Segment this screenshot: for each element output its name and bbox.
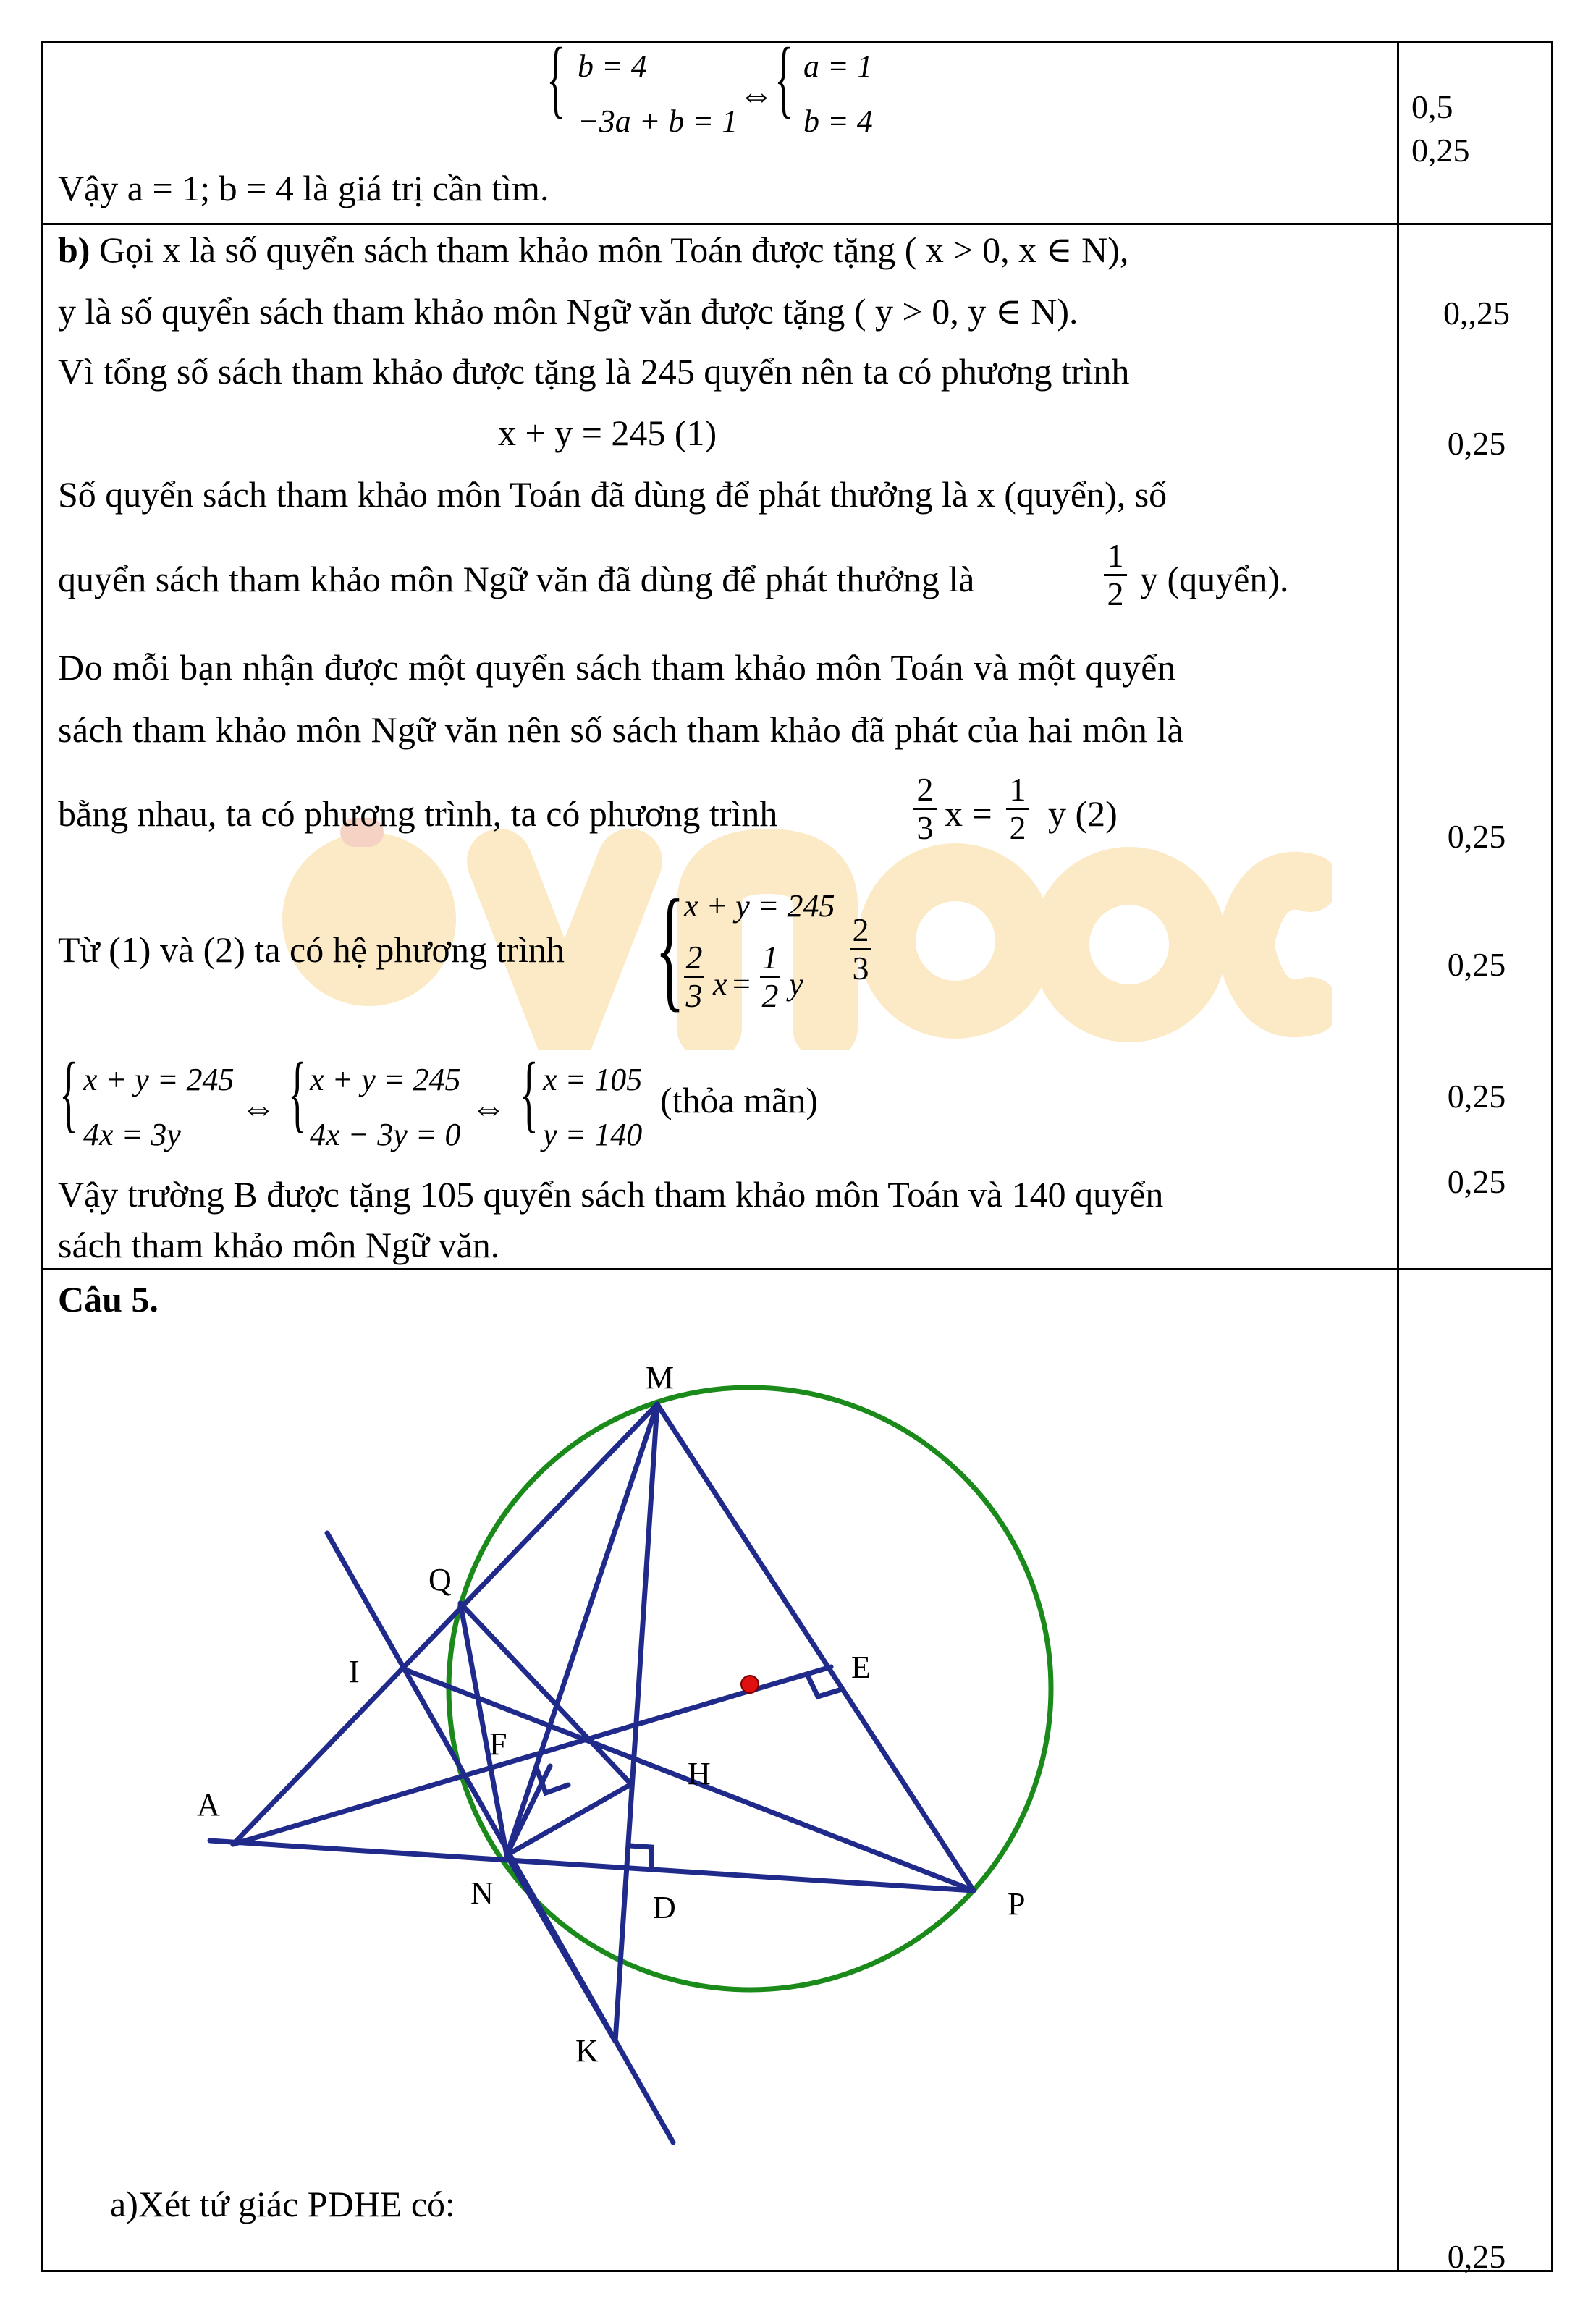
paragraph-line: x = — [945, 793, 992, 834]
equiv-symbol: ⇔ — [470, 1087, 507, 1128]
paragraph-line: quyển sách tham khảo môn Ngữ văn đã dùng để phát thưởng là — [58, 559, 975, 599]
system-eq: −3a + b = 1 — [578, 104, 738, 139]
denominator: 3 — [916, 809, 934, 846]
numerator: 1 — [1107, 537, 1124, 574]
label-k: K — [575, 2033, 599, 2069]
system-brace: { — [655, 872, 685, 1024]
denominator: 2 — [1107, 575, 1124, 612]
paragraph-line: y (quyển). — [1140, 559, 1289, 599]
system-eq: x = 105 — [543, 1062, 643, 1097]
paragraph-line: Vậy trường B được tặng 105 quyển sách tham khảo môn Toán và 140 quyển — [58, 1174, 1164, 1215]
numerator: 1 — [761, 939, 779, 976]
denominator: 2 — [1009, 809, 1026, 846]
paragraph-text: Gọi x là số quyển sách tham khảo môn Toán được tặng ( x > 0, x ∈ N), — [90, 229, 1129, 270]
system-var: x — [713, 966, 727, 1002]
system-var: y — [789, 966, 803, 1002]
paragraph-line: y là số quyển sách tham khảo môn Ngữ văn được tặng ( y > 0, y ∈ N). — [58, 291, 1078, 332]
label-p: P — [1008, 1886, 1026, 1922]
paragraph-line: Số quyển sách tham khảo môn Toán đã dùng để phát thưởng là x (quyển), số — [58, 474, 1168, 515]
score: 0,25 — [1447, 818, 1506, 855]
score: 0,25 — [1447, 946, 1506, 983]
part-a-text: a)Xét tứ giác PDHE có: — [110, 2184, 455, 2224]
segment-mp — [657, 1404, 974, 1891]
system-brace: { — [520, 1044, 539, 1141]
equiv-symbol: ⇔ — [240, 1087, 276, 1128]
score: 0,25 — [1411, 132, 1470, 169]
score: 0,25 — [1447, 425, 1506, 462]
part-label: b) — [58, 229, 90, 270]
question-title: Câu 5. — [58, 1279, 159, 1319]
system-brace: { — [288, 1044, 307, 1141]
system-brace: { — [774, 30, 793, 126]
system-brace: { — [546, 30, 565, 126]
paragraph-line: sách tham khảo môn Ngữ văn nên số sách tham khảo đã phát của hai môn là — [58, 709, 1184, 750]
equation-1: x + y = 245 (1) — [498, 413, 717, 453]
paragraph-line: Vì tổng số sách tham khảo được tặng là 245 quyển nên ta có phương trình — [58, 351, 1130, 392]
paragraph-line: Từ (1) và (2) ta có hệ phương trình — [58, 929, 565, 970]
segment-qh — [460, 1603, 631, 1784]
right-angle-f — [537, 1770, 568, 1793]
denominator: 3 — [685, 977, 703, 1014]
label-n: N — [470, 1875, 494, 1911]
system-eq: 4x − 3y = 0 — [310, 1117, 461, 1152]
numerator: 2 — [852, 911, 869, 948]
label-e: E — [851, 1650, 871, 1685]
label-q: Q — [428, 1562, 452, 1597]
segment-mn — [507, 1404, 657, 1855]
system-eq: 4x = 3y — [83, 1117, 181, 1152]
paragraph-line: y (2) — [1048, 793, 1118, 834]
score: 0,,25 — [1443, 295, 1510, 332]
system-eq: y = 140 — [543, 1117, 643, 1152]
score: 0,25 — [1447, 1078, 1506, 1115]
label-m: M — [646, 1360, 675, 1395]
paragraph-line: sách tham khảo môn Ngữ văn. — [58, 1225, 500, 1265]
score: 0,25 — [1447, 2238, 1506, 2275]
label-a: A — [197, 1787, 220, 1823]
system-eq: x + y = 245 — [684, 888, 835, 924]
denominator: 3 — [852, 950, 869, 987]
label-i: I — [349, 1654, 360, 1689]
paragraph-line: bằng nhau, ta có phương trình, ta có phương trình — [58, 793, 778, 834]
numerator: 2 — [916, 771, 934, 808]
segment-ae — [233, 1667, 831, 1844]
label-f: F — [489, 1726, 507, 1762]
segment-mq-extended — [233, 1404, 657, 1844]
system-eq: b = 4 — [578, 48, 647, 84]
score: 0,5 — [1411, 88, 1453, 125]
score: 0,25 — [1447, 1163, 1506, 1200]
system-brace: { — [59, 1044, 78, 1141]
center-point — [741, 1676, 759, 1693]
system-eq: x + y = 245 — [310, 1062, 461, 1097]
conclusion-text: Vậy a = 1; b = 4 là giá trị cần tìm. — [58, 168, 549, 208]
satisfied-note: (thỏa mãn) — [660, 1080, 818, 1120]
equiv-symbol: ⇔ — [738, 74, 774, 114]
label-h: H — [688, 1756, 711, 1791]
line-ie-k — [327, 1533, 673, 2142]
numerator: 2 — [685, 939, 703, 976]
paragraph-line: Do mỗi bạn nhận được một quyển sách tham khảo môn Toán và một quyển — [58, 647, 1176, 688]
denominator: 2 — [761, 977, 779, 1014]
system-eq: b = 4 — [803, 104, 873, 139]
system-eq: a = 1 — [803, 48, 873, 84]
system-eq: x + y = 245 — [83, 1062, 235, 1097]
right-angle-d — [630, 1846, 651, 1869]
numerator: 1 — [1009, 771, 1026, 808]
label-d: D — [653, 1890, 676, 1925]
system-var: = — [732, 966, 751, 1002]
